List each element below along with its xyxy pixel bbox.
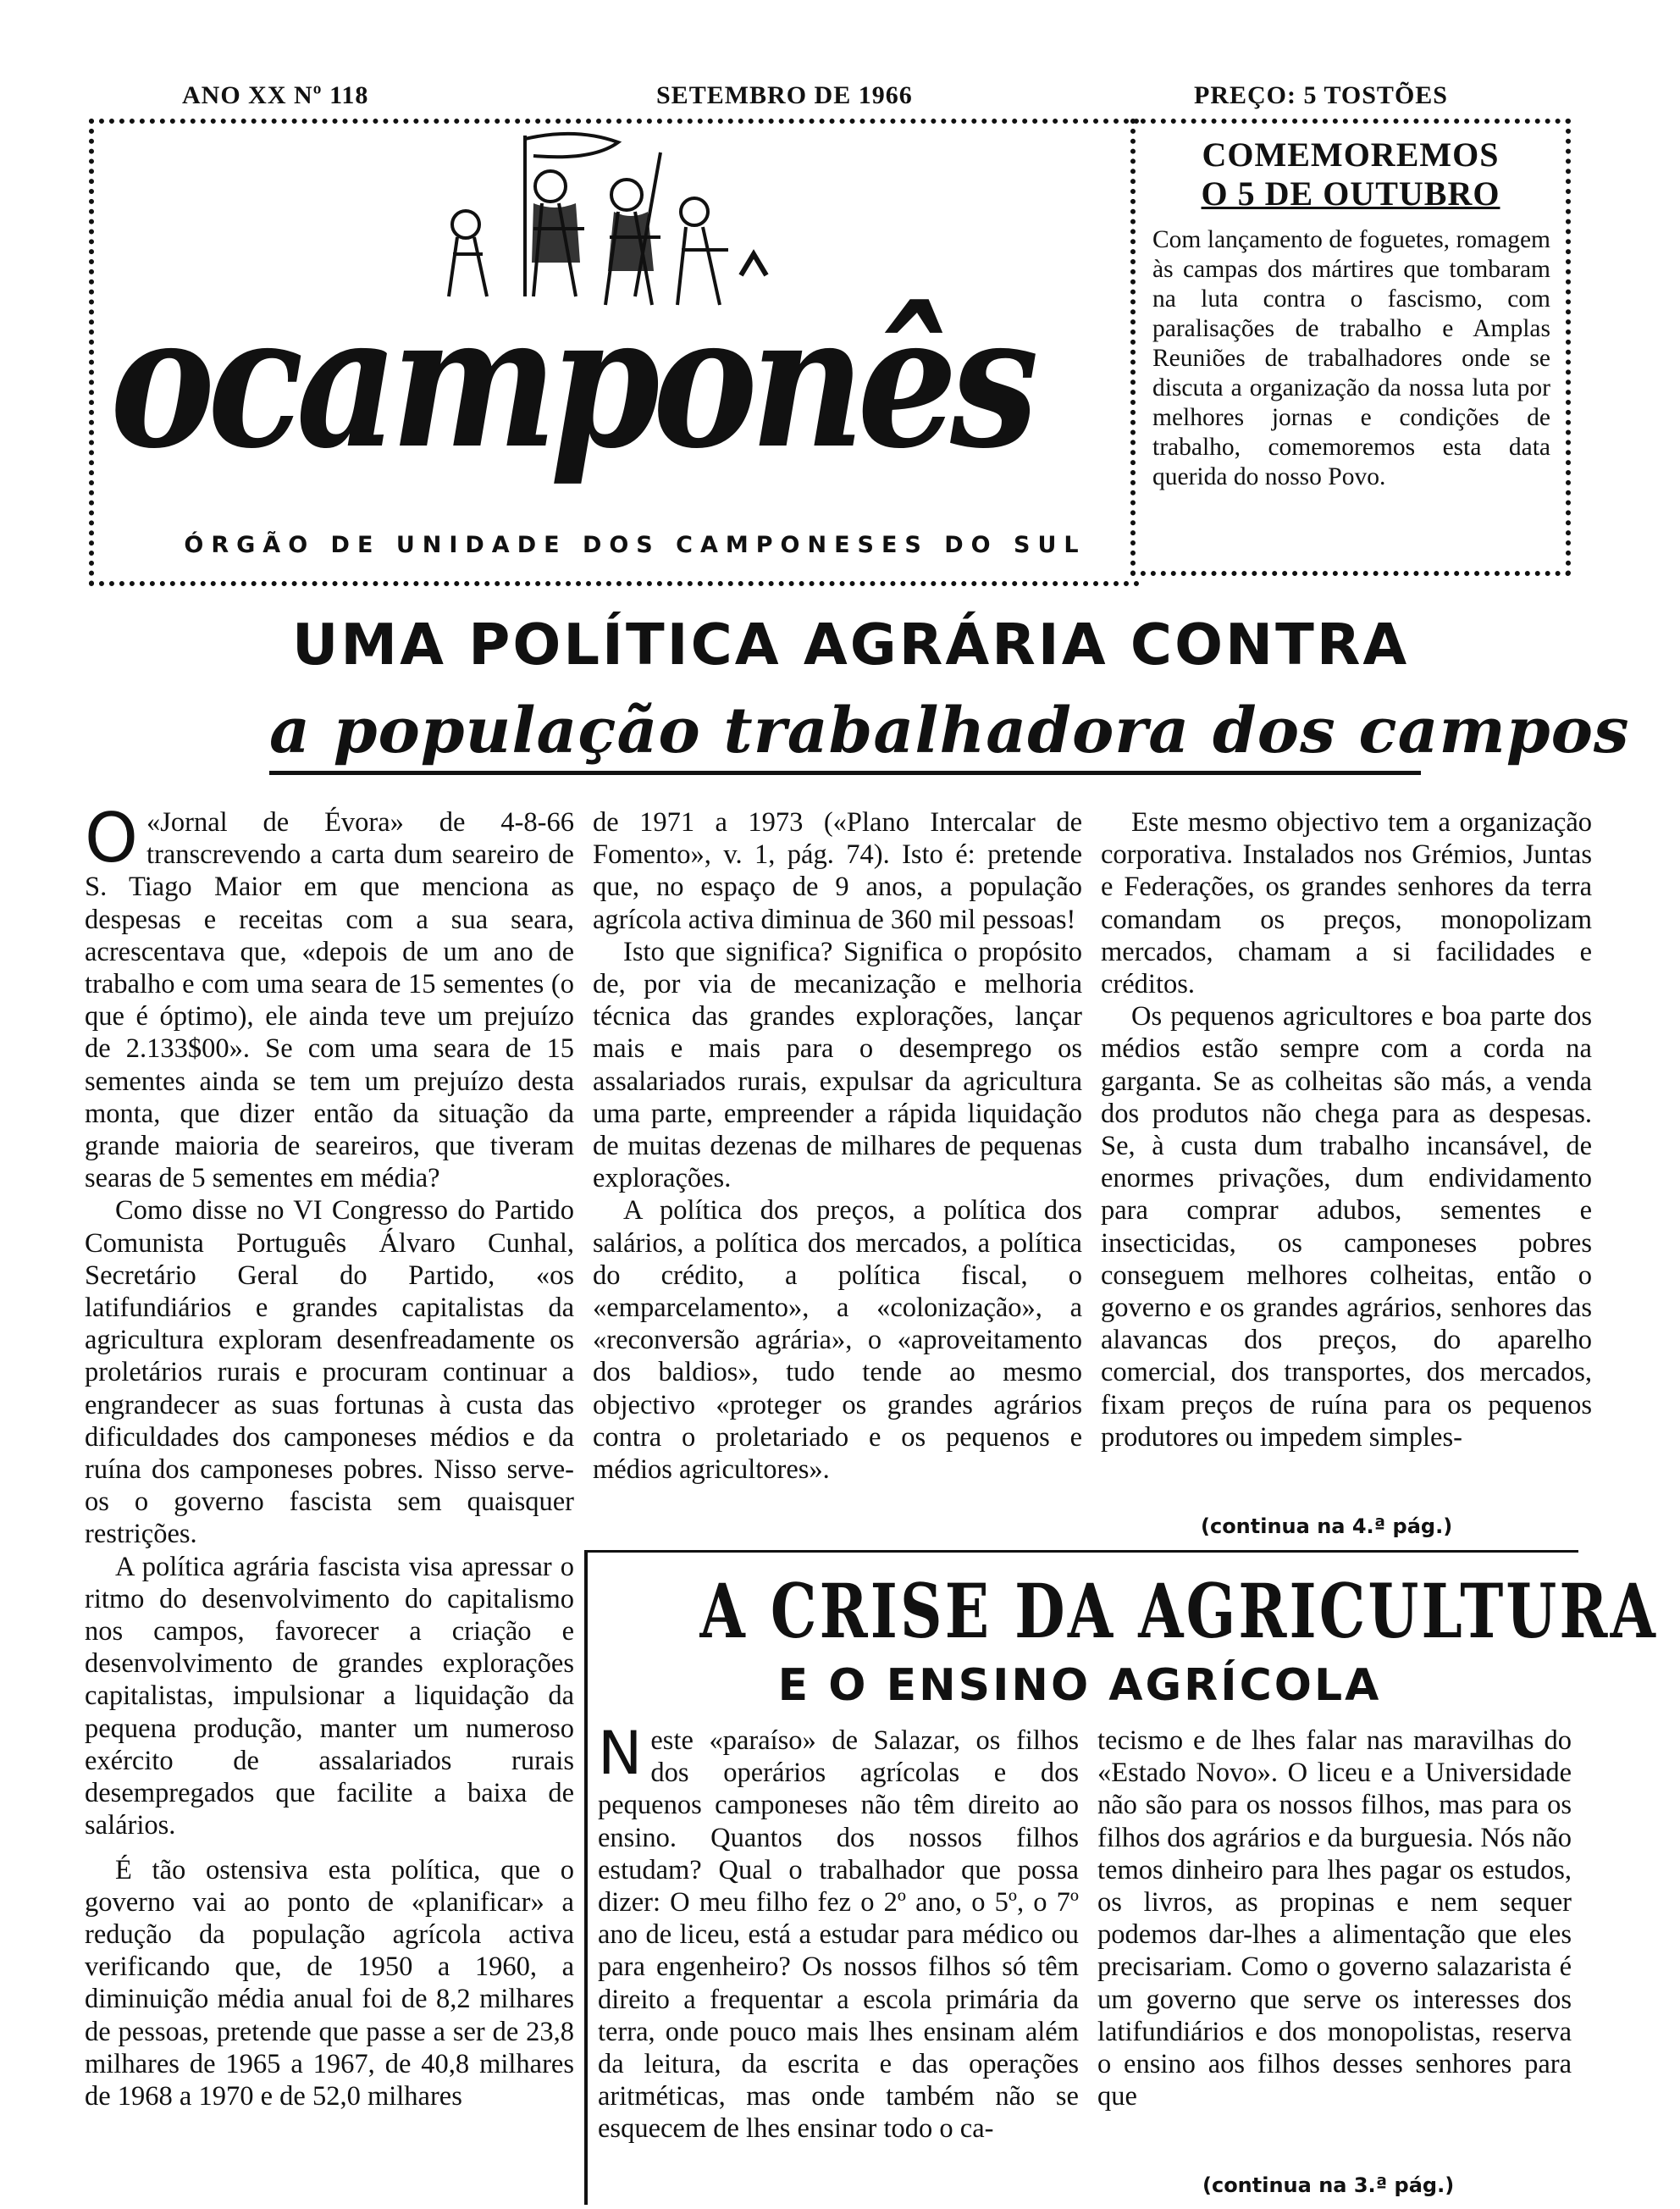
article1-headline-line2: a população trabalhadora dos campos xyxy=(269,693,1421,775)
figure-head-4 xyxy=(681,198,708,225)
article1-paragraph: A política dos preços, a política dos salários, a política dos mercados, a política do crédito, a política fiscal, o «emparcelamento», a «colonização», a «reconversão agrária», o «aproveitamento dos baldios», tudo tende ao mesmo objectivo «proteger os grandes agrários contra o proletariado e os pequenos e médios agricultores». xyxy=(593,1195,1082,1486)
figure-head-2 xyxy=(535,171,566,202)
article1-column-3 xyxy=(1101,806,1592,1453)
article1-paragraph: Isto que significa? Significa o propósito de, por via de mecanização e melhoria técnica das grandes explorações, lançar mais e mais para o desemprego os assalariados rurais, expulsar da agricultura uma parte, empreender a rápida liquidação de muitas dezenas de milhares de pequenas explorações. xyxy=(593,936,1082,1194)
circumflex-mark xyxy=(741,254,766,275)
article1-paragraph: Este mesmo objectivo tem a organização corporativa. Instalados nos Grémios, Juntas e Federações, os grandes senhores da terra comandam os preços, monopolizam mercados, chamam a si facilidades e créditos. xyxy=(1101,807,1592,1000)
article1-continue-note: (continua na 4.ª pág.) xyxy=(1201,1514,1453,1538)
article1-paragraph: A política agrária fascista visa apressar o ritmo do desenvolvimento do capitalismo nos campos, favorecer a criação e desenvolvimento de grandes explorações capitalistas, impulsionar a liquidação da pequena produção, manter um numeroso exército de assalariados rurais desempregados que facilite a baixa de salários. xyxy=(85,1551,574,1841)
sidebar-title xyxy=(1136,124,1566,213)
article2-continue-note: (continua na 3.ª pág.) xyxy=(1202,2173,1455,2197)
article1-dropcap: O xyxy=(85,799,138,878)
newspaper-logo: ocamponês xyxy=(110,274,1032,489)
article2-column-1 xyxy=(598,1719,1079,2145)
article2-dropcap: N xyxy=(598,1719,643,1788)
article2-headline-line1: A CRISE DA AGRICULTURA xyxy=(699,1567,1658,1655)
figure-head-1 xyxy=(452,211,479,238)
masthead-row xyxy=(182,81,1503,115)
article1-paragraph: Os pequenos agricultores e boa parte dos médios estão sempre com a corda na garganta. Se as colheitas são más, a venda dos produtos não chega para as despesas. Se, à custa dum trabalho incansável, de enormes privações, dum endividamento para comprar adubos, sementes e insecticidas, os camponeses pobres conseguem melhores colheitas, então o governo e os grandes agrários, senhores das alavancas dos preços, do aparelho comercial, dos transportes, dos mercados, fixam preços de ruína para os pequenos produtores ou impedem simples- xyxy=(1101,1001,1592,1453)
sidebar-box xyxy=(1130,119,1571,576)
issue-number: ANO XX Nº 118 xyxy=(182,81,369,109)
logo-subtitle: ÓRGÃO DE UNIDADE DOS CAMPONESES DO SUL xyxy=(184,532,1086,558)
flag-icon xyxy=(525,134,618,157)
article2-headline-line2: E O ENSINO AGRÍCOLA xyxy=(777,1660,1382,1711)
article1-paragraph: de 1971 a 1973 («Plano Intercalar de Fomento», v. 1, pág. 74). Isto é: pretende que, no espaço de 9 anos, a população agrícola activa diminua de 360 mil pessoas! xyxy=(593,807,1082,935)
article2-paragraph: tecismo e de lhes falar nas maravilhas do «Estado Novo». O liceu e a Universidade não são para os nossos filhos, mas para os filhos dos agrários e da burguesia. Nós não temos dinheiro para lhes pagar os estudos, os livros, as propinas e nem sequer podemos dar-lhes a alimentação que eles precisariam. Como o governo salazarista é um governo que serve os interesses dos latifundiários e dos monopolistas, reserva o ensino aos filhos desses senhores para que xyxy=(1097,1725,1572,2112)
article1-paragraph: É tão ostensiva esta política, que o governo vai ao ponto de «planificar» a redução da população agrícola activa verificando que, de 1950 a 1960, a diminuição média anual foi de 8,2 milhares de pessoas, pretende que passe a ser de 23,8 milhares de 1965 a 1967, de 40,8 milhares de 1968 a 1970 e de 52,0 milhares xyxy=(85,1854,574,2112)
issue-date: SETEMBRO DE 1966 xyxy=(656,81,913,109)
article1-column-1 xyxy=(85,799,574,2112)
sidebar-title-line2: O 5 DE OUTUBRO xyxy=(1201,174,1500,213)
article1-paragraph: Como disse no VI Congresso do Partido Comunista Português Álvaro Cunhal, Secretário Geral do Partido, «os latifundiários e grandes capitalistas da agricultura exploram desenfreadamente os proletários rurais e procuram continuar a engrandecer as suas fortunas à custa das dificuldades dos camponeses médios e da ruína dos camponeses pobres. Nisso serve-os o governo fascista sem quaisquer restrições. xyxy=(85,1195,574,1550)
sidebar-title-line1: COMEMOREMOS xyxy=(1202,136,1500,174)
article2-column-2 xyxy=(1097,1725,1572,2112)
sidebar-text: Com lançamento de foguetes, romagem às campas dos mártires que tombaram na luta contra o fascismo, com paralisações de trabalho e Amplas Reuniões de trabalhadores onde se discuta a organização da nossa luta por melhores jornas e condições de trabalho, comemoremos esta data querida do nosso Povo. xyxy=(1152,226,1550,490)
article1-headline-line1: UMA POLÍTICA AGRÁRIA CONTRA xyxy=(292,612,1410,678)
figure-head-3 xyxy=(611,180,642,210)
issue-price: PREÇO: 5 TOSTÕES xyxy=(1194,81,1448,109)
article1-column-2 xyxy=(593,806,1082,1486)
article2-paragraph: este «paraíso» de Salazar, os filhos dos operários agrícolas e dos pequenos camponeses não têm direito ao ensino. Quantos dos nossos filhos estudam? Qual o trabalhador que possa dizer: O meu filho fez o 2º ano, o 5º, o 7º ano de liceu, está a estudar para médico ou para engenheiro? Os nossos filhos só têm direito a frequentar a escola primária da terra, onde pouco mais lhes ensinam além da leitura, da escrita e das operações aritméticas, mas onde também não se esquecem de lhes ensinar todo o ca- xyxy=(598,1725,1079,2145)
article1-paragraph: «Jornal de Évora» de 4-8-66 transcrevendo a carta dum seareiro de S. Tiago Maior em que menciona as despesas e receitas com a sua seara, acrescentava que, «depois de um ano de trabalho e com uma seara de 15 sementes (o que é óptimo), ele ainda teve um prejuízo de 2.133$00». Se com uma seara de 15 sementes ainda se tem um prejuízo desta monta, que dizer então da situação da grande maioria de seareiros, que tiveram searas de 5 sementes em média? xyxy=(85,807,574,1194)
